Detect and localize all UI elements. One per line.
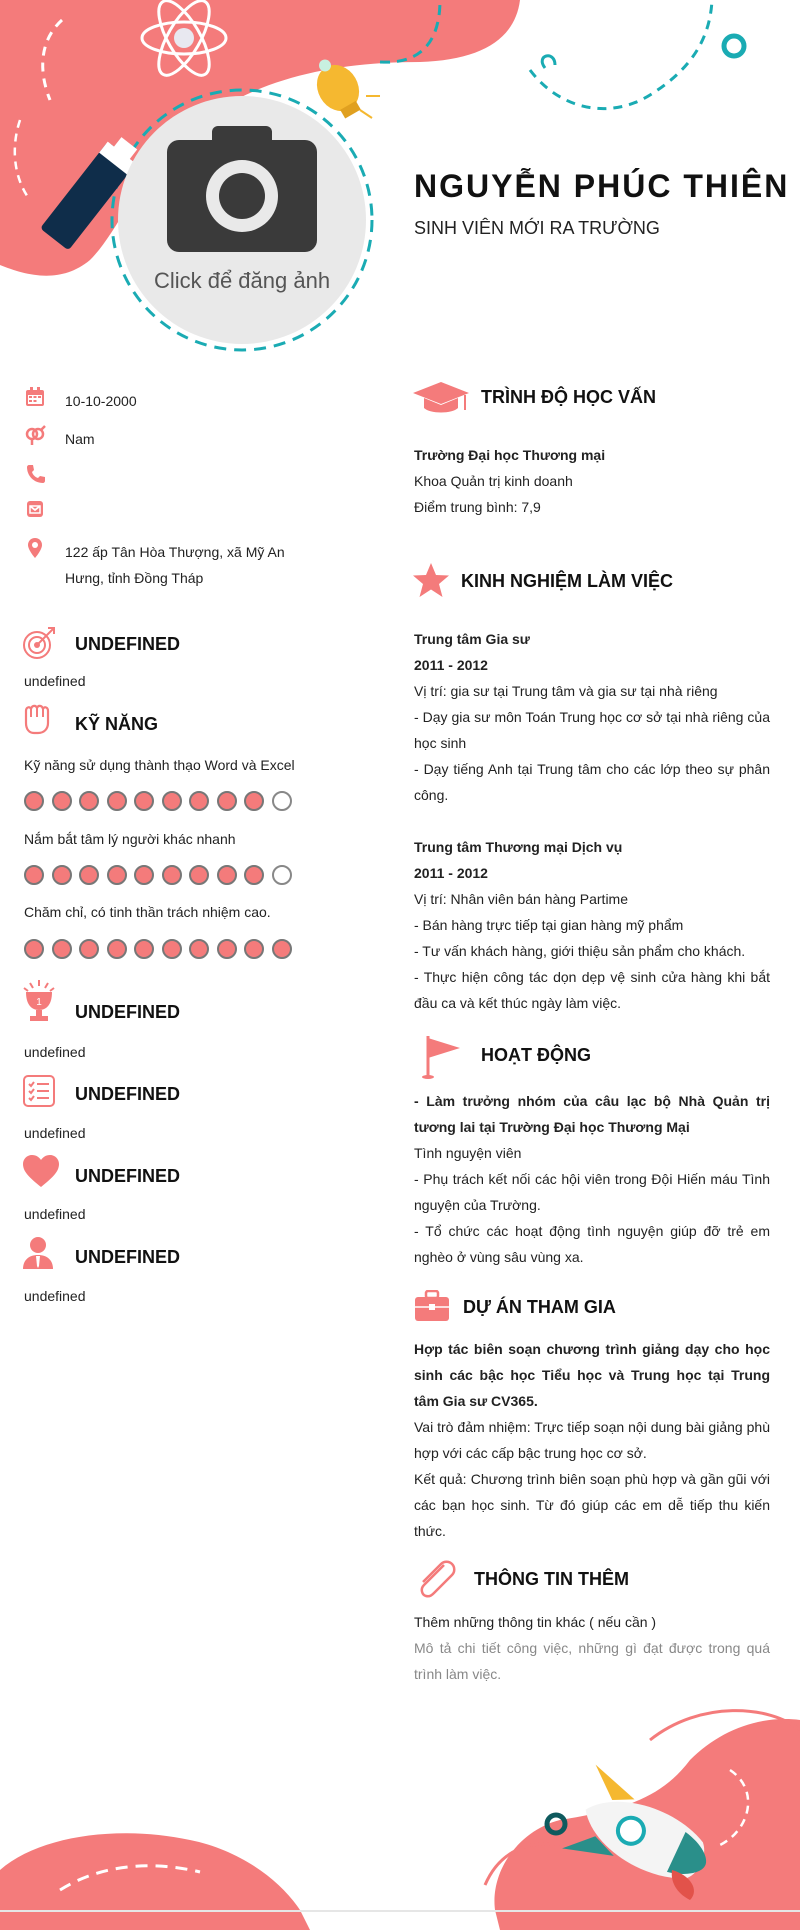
heart-icon — [22, 1154, 60, 1188]
skill-name: Kỹ năng sử dụng thành thạo Word và Excel — [24, 757, 295, 773]
job-line: - Dạy tiếng Anh tại Trung tâm cho các lớp theo sự phân công. — [414, 761, 770, 803]
projects-title: DỰ ÁN THAM GIA — [463, 1297, 616, 1317]
activity-line: - Tổ chức các hoạt động tình nguyện giúp đỡ trẻ em nghèo ở vùng sâu vùng xa. — [414, 1223, 770, 1265]
skill-name: Chăm chỉ, có tinh thần trách nhiệm cao. — [24, 904, 271, 920]
birthday-value: 10-10-2000 — [65, 393, 137, 409]
rating-dot-filled — [107, 865, 127, 885]
rating-dot-filled — [217, 865, 237, 885]
rating-dot-filled — [24, 939, 44, 959]
rating-dot-filled — [162, 865, 182, 885]
rating-dot-filled — [189, 865, 209, 885]
skill-rating — [24, 939, 292, 959]
rating-dot-filled — [134, 791, 154, 811]
skill-name: Nắm bắt tâm lý người khác nhanh — [24, 831, 236, 847]
certificates-title: UNDEFINED — [75, 1084, 181, 1104]
flag-icon — [422, 1032, 462, 1080]
target-icon — [22, 626, 56, 660]
job-org: Trung tâm Gia sư — [414, 631, 530, 647]
objective-title: UNDEFINED — [75, 634, 181, 654]
rating-dot-filled — [52, 791, 72, 811]
job-line: Vị trí: Nhân viên bán hàng Partime — [414, 891, 629, 907]
paperclip-icon — [414, 1557, 460, 1603]
candidate-role: SINH VIÊN MỚI RA TRƯỜNG — [414, 218, 660, 238]
gender-icon — [24, 424, 46, 446]
job-line: - Thực hiện công tác dọn dẹp vệ sinh cửa hàng khi bắt đầu ca và kết thúc ngày làm việc. — [414, 969, 770, 1011]
references-title: UNDEFINED — [75, 1247, 181, 1267]
rating-dot-filled — [244, 791, 264, 811]
references-text: undefined — [24, 1288, 86, 1304]
job-entry — [414, 834, 770, 1016]
phone-icon — [24, 462, 46, 484]
objective-text: undefined — [24, 673, 86, 689]
activity-heading: - Làm trưởng nhóm của câu lạc bộ Nhà Quản trị tương lai tại Trường Đại học Thương Mại — [414, 1093, 770, 1135]
address-value: 122 ấp Tân Hòa Thượng, xã Mỹ An Hưng, tỉnh Đồng Tháp — [65, 544, 285, 586]
rating-dot-filled — [244, 939, 264, 959]
fist-icon — [22, 703, 50, 735]
photo-upload-label: Click để đăng ảnh — [153, 268, 331, 293]
rating-dot-filled — [217, 791, 237, 811]
rating-dot-filled — [134, 939, 154, 959]
skill-rating — [24, 791, 292, 811]
education-block — [414, 442, 770, 520]
candidate-name: NGUYỄN PHÚC THIÊN — [414, 168, 790, 204]
education-gpa: Điểm trung bình: 7,9 — [414, 499, 541, 515]
svg-text:1: 1 — [36, 997, 42, 1008]
projects-block — [414, 1336, 770, 1544]
project-heading: Hợp tác biên soạn chương trình giảng dạy cho học sinh các bậc học Tiểu học và Trung học tại Trung tâm Gia sư CV365. — [414, 1341, 770, 1409]
rating-dot-filled — [272, 939, 292, 959]
rating-dot-filled — [134, 865, 154, 885]
education-school: Trường Đại học Thương mại — [414, 447, 606, 463]
skills-title: KỸ NĂNG — [75, 714, 159, 734]
additional-hint: Mô tả chi tiết công việc, những gì đạt được trong quá trình làm việc. — [414, 1640, 770, 1682]
job-line: - Tư vấn khách hàng, giới thiệu sản phẩm cho khách. — [414, 943, 746, 959]
email-icon — [24, 498, 46, 520]
job-period: 2011 - 2012 — [414, 865, 488, 881]
additional-line: Thêm những thông tin khác ( nếu cần ) — [414, 1614, 657, 1630]
rating-dot-filled — [52, 865, 72, 885]
profile-photo-upload[interactable] — [118, 96, 366, 344]
star-icon — [412, 562, 450, 598]
education-faculty: Khoa Quản trị kinh doanh — [414, 473, 573, 489]
activity-line: - Phụ trách kết nối các hội viên trong Đội Hiến máu Tình nguyện của Trường. — [414, 1171, 770, 1213]
education-title: TRÌNH ĐỘ HỌC VẤN — [481, 387, 656, 407]
rating-dot-empty — [272, 791, 292, 811]
rating-dot-filled — [24, 865, 44, 885]
rating-dot-filled — [162, 791, 182, 811]
graduation-cap-icon — [412, 380, 470, 416]
project-line: Vai trò đảm nhiệm: Trực tiếp soạn nội dung bài giảng phù hợp với các cấp bậc trung học cơ sở. — [414, 1419, 770, 1461]
interests-text: undefined — [24, 1206, 86, 1222]
rating-dot-filled — [79, 865, 99, 885]
rating-dot-empty — [272, 865, 292, 885]
calendar-icon — [24, 386, 46, 408]
briefcase-icon — [414, 1290, 450, 1322]
certificates-text: undefined — [24, 1125, 86, 1141]
checklist-icon — [22, 1074, 56, 1108]
rating-dot-filled — [107, 791, 127, 811]
job-org: Trung tâm Thương mại Dịch vụ — [414, 839, 623, 855]
rating-dot-filled — [24, 791, 44, 811]
rating-dot-filled — [244, 865, 264, 885]
person-icon — [22, 1236, 54, 1270]
experience-title: KINH NGHIỆM LÀM VIỆC — [461, 571, 674, 591]
interests-title: UNDEFINED — [75, 1166, 181, 1186]
rating-dot-filled — [162, 939, 182, 959]
trophy-icon — [22, 980, 56, 1024]
job-period: 2011 - 2012 — [414, 657, 488, 673]
rating-dot-filled — [189, 791, 209, 811]
awards-title: UNDEFINED — [75, 1002, 181, 1022]
rating-dot-filled — [79, 939, 99, 959]
job-line: - Dạy gia sư môn Toán Trung học cơ sở tại nhà riêng của học sinh — [414, 709, 770, 751]
location-pin-icon — [24, 537, 46, 559]
activity-line: Tình nguyện viên — [414, 1145, 522, 1161]
rating-dot-filled — [217, 939, 237, 959]
job-entry — [414, 626, 770, 808]
additional-title: THÔNG TIN THÊM — [474, 1569, 629, 1589]
skill-rating — [24, 865, 292, 885]
job-line: Vị trí: gia sư tại Trung tâm và gia sư tại nhà riêng — [414, 683, 718, 699]
camera-icon — [167, 126, 317, 252]
rating-dot-filled — [79, 791, 99, 811]
activities-block — [414, 1088, 770, 1270]
gender-value: Nam — [65, 431, 95, 447]
activities-title: HOẠT ĐỘNG — [481, 1045, 591, 1065]
rating-dot-filled — [52, 939, 72, 959]
awards-text: undefined — [24, 1044, 86, 1060]
additional-block — [414, 1609, 770, 1687]
project-line: Kết quả: Chương trình biên soạn phù hợp và gần gũi với các bạn học sinh. Từ đó giúp các em dễ tiếp thu kiến thức. — [414, 1471, 770, 1539]
job-line: - Bán hàng trực tiếp tại gian hàng mỹ phẩm — [414, 917, 684, 933]
rating-dot-filled — [189, 939, 209, 959]
rating-dot-filled — [107, 939, 127, 959]
